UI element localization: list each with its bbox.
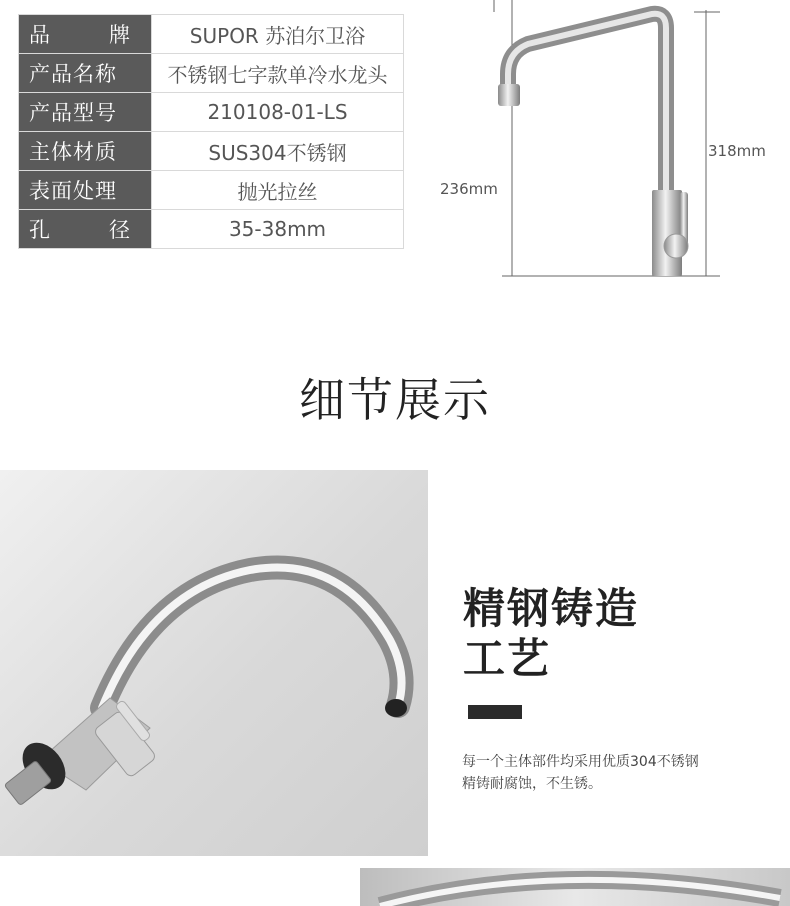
- feature-title: 精钢铸造 工艺: [463, 584, 640, 683]
- spec-value: 35-38mm: [152, 210, 404, 249]
- feature-divider: [468, 705, 522, 719]
- spec-key: 产品名称: [19, 54, 152, 93]
- spec-key: 产品型号: [19, 93, 152, 132]
- spec-key: 主体材质: [19, 132, 152, 171]
- faucet-closeup-illustration: [360, 868, 790, 906]
- dimension-label-total: 318mm: [708, 142, 766, 160]
- dimension-label-spout: 236mm: [440, 180, 498, 198]
- spec-key: 表面处理: [19, 171, 152, 210]
- spec-value: 抛光拉丝: [152, 171, 404, 210]
- faucet-detail-photo: [0, 470, 428, 856]
- spec-row-brand: [19, 15, 404, 54]
- spec-row-material: [19, 132, 404, 171]
- spec-value: 210108-01-LS: [152, 93, 404, 132]
- faucet-closeup-photo: [360, 868, 790, 906]
- spec-row-model: [19, 93, 404, 132]
- spec-row-finish: [19, 171, 404, 210]
- faucet-detail-illustration: [0, 470, 428, 856]
- spec-row-product-name: [19, 54, 404, 93]
- feature-description: 每一个主体部件均采用优质304不锈钢 精铸耐腐蚀，不生锈。: [462, 754, 699, 792]
- spec-value: SUS304不锈钢: [152, 132, 404, 171]
- spec-value: SUPOR 苏泊尔卫浴: [152, 15, 404, 54]
- section-title: 细节展示: [299, 373, 491, 427]
- spec-key: 孔 径: [19, 210, 152, 249]
- spec-key: 品 牌: [19, 15, 152, 54]
- spec-table: [18, 14, 404, 249]
- spec-row-hole-diameter: [19, 210, 404, 249]
- spec-value: 不锈钢七字款单冷水龙头: [152, 54, 404, 93]
- dimension-diagram: [430, 0, 790, 300]
